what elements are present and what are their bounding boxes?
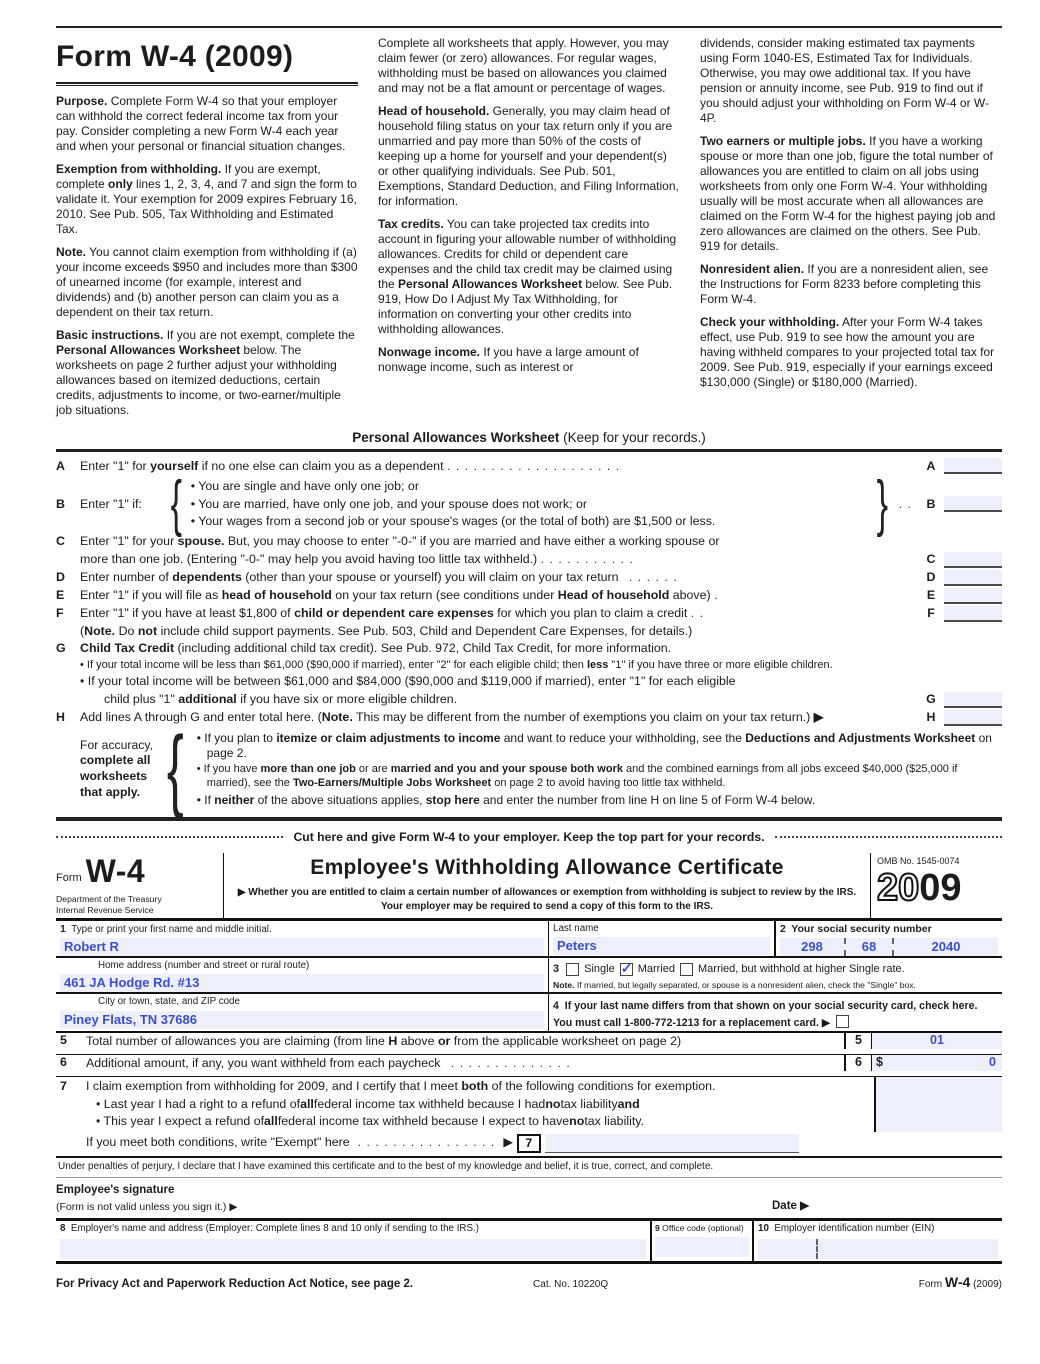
instructions-column-2: [378, 36, 680, 426]
city-line4-row: [56, 994, 1002, 1033]
line-g-letter-right: G: [926, 692, 936, 707]
last-name-field[interactable]: Peters: [553, 937, 770, 955]
line5-box-number: 5: [844, 1033, 872, 1049]
accuracy-bullet-1: • If you plan to itemize or claim adjustments to income and want to reduce your withholding, see the Deductions and Adjustments Worksheet on page 2.: [196, 731, 992, 761]
employer-name-field[interactable]: [60, 1239, 646, 1259]
line-d-leaders: . . . . . .: [628, 570, 678, 585]
cut-here-text: Cut here and give Form W-4 to your employer. Keep the top part for your records.: [293, 829, 765, 844]
footer-form-id: Form W-4 (2009): [918, 1273, 1002, 1290]
line-d-text: Enter number of dependents (other than your spouse or yourself) you will claim on your tax return . . . . . .: [80, 570, 678, 585]
line-f-text: Enter "1" if you have at least $1,800 of child or dependent care expenses for which you plan to claim a credit . .: [80, 606, 705, 621]
line-a-letter-right: A: [926, 458, 936, 473]
name-ssn-row: [56, 921, 1002, 958]
employer-name-cell: [56, 1221, 650, 1261]
line-b-letter: B: [56, 496, 65, 511]
instructions-section: [56, 36, 1002, 426]
arrow-icon: ▶: [800, 1200, 809, 1213]
line6-box-number: 6: [844, 1055, 872, 1071]
employer-name-label: Employer's name and address (Employer: Complete lines 8 and 10 only if sending to the IRS.): [70, 1222, 480, 1234]
line-d-letter-right: D: [926, 570, 936, 585]
line9-number: 9: [655, 1222, 660, 1233]
city-label: City or town, state, and ZIP code: [98, 996, 240, 1008]
single-checkbox[interactable]: [566, 963, 579, 976]
line-a-text: Enter "1" for yourself if no one else can claim you as a dependent . . . . . . . . . . . . . . . . . . . .: [80, 458, 621, 473]
line3-number: 3: [553, 963, 560, 975]
ssn-cell: [774, 921, 1002, 956]
note-paragraph: Note. You cannot claim exemption from withholding if (a) your income exceeds $950 and includes more than $300 of unearned income (for example, interest and dividends) and (b) another person can claim you as a dependent on their tax return.: [56, 244, 358, 319]
basic-instructions-paragraph: Basic instructions. If you are not exempt, complete the Personal Allowances Worksheet below. The worksheets on page 2 further adjust your withholding allowances based on itemized deductions, certain credits, adjustments to income, or two-earner/multiple job situations.: [56, 327, 355, 417]
line-f-note: (Note. Do not include child support payments. See Pub. 503, Child and Dependent Care Expenses, for details.): [80, 623, 693, 638]
nonresident-alien-paragraph: Nonresident alien. If you are a nonresident alien, see the Instructions for Form 8233 before completing this Form W-4.: [700, 262, 989, 306]
exemption-paragraph: Exemption from withholding. If you are exempt, complete only lines 1, 2, 3, 4, and 7 and sign the form to validate it. Your exemption for 2009 expires February 16, 2010. See Pub. 505, Tax Withholding and Estimated Tax.: [56, 161, 357, 236]
home-address-label: Home address (number and street or rural route): [98, 960, 310, 971]
entry-box-h[interactable]: [944, 710, 1002, 726]
line-b-bullet-2: • You are married, have only one job, and your spouse does not work; or: [190, 496, 587, 511]
line7-shaded-column: [874, 1077, 1002, 1132]
line-e-text: Enter "1" if you will file as head of household on your tax return (see conditions under Head of household above) .: [80, 588, 719, 603]
privacy-notice: For Privacy Act and Paperwork Reduction Act Notice, see page 2.: [56, 1277, 414, 1290]
entry-box-g[interactable]: [944, 692, 1002, 708]
line-e-leaders: .: [714, 588, 719, 603]
home-address-field[interactable]: 461 JA Hodge Rd. #13: [60, 974, 544, 992]
ein-cell: [752, 1221, 1002, 1261]
line-b-bullet-3: • Your wages from a second job or your spouse's wages (or the total of both) are $1,500 or less.: [190, 514, 716, 529]
department-label: Department of the Treasury Internal Revenue Service: [56, 893, 162, 915]
entry-box-f[interactable]: [944, 606, 1002, 622]
head-of-household-paragraph: Head of household. Generally, you may claim head of household filing status on your tax return only if you are unmarried and pay more than 50% of the costs of keeping up a home for yourself and your dependent(s) or other qualifying individuals. See Pub. 501, Exemptions, Standard Deduction, and Filing Information, for information.: [378, 104, 679, 208]
ein-field[interactable]: [758, 1239, 998, 1259]
line-g-bullet-2b: child plus "1" additional if you have six or more eligible children.: [104, 692, 458, 707]
last-name-label: Last name: [553, 922, 599, 934]
worksheet-line-g-bullet-2b: [56, 692, 1002, 708]
line-f-letter: F: [56, 606, 64, 621]
allowances-field[interactable]: 01: [872, 1033, 1002, 1049]
certificate-header: [56, 853, 1002, 921]
line5-box: [844, 1033, 1002, 1049]
worksheet-line-g-bullet-1: [56, 659, 1002, 673]
accuracy-bullet-2: • If you have more than one job or are married and you and your spouse both work and the combined earnings from all jobs exceed $40,000 ($25,000 if married), see the Two-Earners/Multiple Jobs Worksheet on page 2 to avoid having too little tax withheld.: [196, 763, 958, 789]
line-h-text: Add lines A through G and enter total here. (Note. This may be different from the number of exemptions you claim on your tax return.) ▶: [80, 710, 824, 725]
line-d-letter: D: [56, 570, 65, 585]
married-checkbox[interactable]: [620, 960, 633, 977]
worksheets-paragraph: Complete all worksheets that apply. However, you may claim fewer (or zero) allowances. For regular wages, withholding must be based on allowances you claimed and may not be a flat amount or percentage of wages.: [378, 36, 669, 95]
worksheet-line-g-bullet-2a: [56, 674, 1002, 690]
line-c-leaders: . . . . . . . . . . .: [540, 552, 634, 567]
line-h-letter-right: H: [926, 710, 936, 725]
worksheet-line-a: [56, 458, 1002, 474]
line3-note: Note. If married, but legally separated, or spouse is a nonresident alien, check the "Single" box.: [553, 979, 916, 990]
first-name-label: Type or print your first name and middle initial.: [71, 923, 272, 935]
date-label: Date ▶: [772, 1200, 809, 1213]
instructions-column-1: [56, 36, 358, 426]
exempt-text: If you meet both conditions, write "Exempt" here: [86, 1135, 350, 1150]
two-earners-paragraph: Two earners or multiple jobs. If you have a working spouse or more than one job, figure the total number of allowances you are entitled to claim on all jobs using worksheets from only one Form W-4. Your withholding usually will be most accurate when all allowances are claimed on the Form W-4 for the highest paying job and zero allowances are claimed on the others. See Pub. 919 for details.: [700, 134, 996, 253]
entry-box-d[interactable]: [944, 570, 1002, 586]
signature-note: (Form is not valid unless you sign it.) ▶: [56, 1200, 238, 1213]
line8-number: 8: [60, 1222, 66, 1234]
instructions-column-3: [700, 36, 1002, 426]
ssn-label: Your social security number: [791, 922, 932, 935]
accuracy-bullets: [191, 729, 1002, 810]
worksheet-title: Personal Allowances Worksheet: [352, 429, 560, 445]
line-b-intro: Enter "1" if:: [80, 496, 142, 511]
worksheet-line-c2: [56, 552, 1002, 568]
worksheet-line-f: [56, 606, 1002, 622]
cut-dots-left: [56, 836, 283, 838]
line-b-letter-right: B: [926, 496, 936, 511]
form-word: Form: [56, 872, 82, 885]
line7-box-number: 7: [517, 1134, 541, 1153]
line-f-letter-right: F: [927, 606, 935, 621]
nonwage-income-paragraph: Nonwage income. If you have a large amount of nonwage income, such as interest or: [378, 345, 639, 374]
additional-amount-field[interactable]: $ 0: [872, 1055, 1002, 1071]
marital-status-cell: [548, 958, 1002, 992]
ssn-fields: [780, 938, 998, 956]
cut-dots-right: [775, 836, 1002, 838]
exempt-field[interactable]: [545, 1134, 799, 1153]
signature-labels: [56, 1183, 772, 1214]
form-number: W-4: [85, 852, 146, 889]
accuracy-brace: {: [166, 717, 184, 820]
line5-row: [56, 1033, 1002, 1055]
office-code-cell: [650, 1221, 752, 1261]
perjury-statement: Under penalties of perjury, I declare that I have examined this certificate and to the best of my knowledge and belief, it is true, correct, and complete.: [56, 1158, 1002, 1179]
line-g-letter: G: [56, 641, 66, 656]
certificate-subtitle: ▶ Whether you are entitled to claim a certain number of allowances or exemption from withholding is subject to review by the IRS. Your employer may be required to send a copy of this form to the IRS.: [237, 887, 857, 912]
worksheet-line-g: [56, 641, 1002, 657]
line-c-letter: C: [56, 534, 65, 549]
worksheet-heading: [56, 430, 1002, 447]
line4-text: 4 If your last name differs from that shown on your social security card, check here. You must call 1-800-772-1213 for a replacement card. ▶: [553, 1000, 978, 1029]
arrow-icon: ▶: [503, 1135, 513, 1150]
line7-bullet-2: • This year I expect a refund of all federal income tax withheld because I expect to have no tax liability.: [96, 1114, 644, 1129]
worksheet-line-f-note: [56, 624, 1002, 640]
tax-credits-paragraph: Tax credits. You can take projected tax credits into account in figuring your allowable number of withholding allowances. Credits for child or dependent care expenses and the child tax credit may be claimed using the Personal Allowances Worksheet below. See Pub. 919, How Do I Adjust My Tax Withholding, for information on converting your other credits into withholding allowances.: [378, 217, 677, 336]
line6-box: [844, 1055, 1002, 1071]
exempt-leaders: . . . . . . . . . . . . . . . .: [357, 1135, 496, 1150]
last-name-cell: [548, 921, 774, 956]
employee-signature-label: Employee's signature: [56, 1184, 175, 1197]
first-name-field[interactable]: Robert R: [60, 938, 544, 956]
line-h-letter: H: [56, 710, 65, 725]
arrow-icon: ▶: [229, 1200, 238, 1213]
dividends-paragraph: dividends, consider making estimated tax payments using Form 1040-ES, Estimated Tax for Individuals. Otherwise, you may owe additional tax. If you have pension or annuity income, see Pub. 919 to find out if you should adjust your withholding on Form W-4 or W-4P.: [700, 36, 990, 125]
exempt-row: [56, 1134, 1002, 1158]
line-a-letter: A: [56, 458, 65, 473]
employer-row: [56, 1221, 1002, 1264]
entry-box-b[interactable]: [944, 496, 1002, 512]
line10-number: 10: [758, 1222, 769, 1234]
worksheet-line-b: [56, 469, 1002, 539]
form-identity-block: [56, 853, 224, 918]
line-f-leaders: . .: [690, 606, 705, 621]
line6-leaders: . . . . . . . . . . . . . .: [450, 1056, 571, 1071]
signature-block: [56, 1178, 1002, 1221]
line-g-bullet-1: • If your total income will be less than $61,000 ($90,000 if married), enter "2" for each eligible child; then less "1" if you have three or more eligible children.: [80, 658, 833, 671]
line2-number: 2: [780, 922, 786, 935]
line7-main: 7 I claim exemption from withholding for 2009, and I certify that I meet both of the following conditions for exemption.: [56, 1079, 874, 1095]
worksheet-line-c1: [56, 534, 1002, 550]
page-title: Form W-4 (2009): [56, 40, 294, 73]
line-c-letter-right: C: [926, 552, 936, 567]
office-code-label: Office code (optional): [662, 1222, 744, 1233]
ssn-field-group[interactable]: 68: [844, 938, 894, 956]
certificate-title: Employee's Withholding Allowance Certificate: [310, 855, 784, 879]
office-code-field[interactable]: [655, 1237, 749, 1257]
home-address-cell: [56, 958, 548, 992]
city-cell: [56, 994, 548, 1031]
ein-label: Employer identification number (EIN): [774, 1222, 935, 1234]
line5-text: Total number of allowances you are claiming (from line H above or from the applicable worksheet on page 2): [86, 1034, 682, 1049]
line7-bullet-1: • Last year I had a right to a refund of all federal income tax withheld because I had no tax liability and: [96, 1096, 640, 1111]
accuracy-bullet-3: • If neither of the above situations applies, stop here and enter the number from line H on line 5 of Form W-4 below.: [196, 792, 816, 807]
marital-status-options: [553, 960, 998, 977]
worksheet-rule: [56, 449, 1002, 452]
arrow-icon: ▶: [237, 887, 246, 899]
line-e-letter-right: E: [926, 588, 936, 603]
worksheet-subtitle: (Keep for your records.): [563, 429, 706, 445]
worksheet-line-e: [56, 588, 1002, 604]
page-footer: [56, 1274, 1002, 1292]
dollar-sign: $: [876, 1055, 883, 1070]
line-a-leaders: . . . . . . . . . . . . . . . . . . . .: [446, 458, 621, 473]
title-rule: [56, 82, 358, 86]
entry-box-a[interactable]: [944, 458, 1002, 474]
married-higher-rate-checkbox[interactable]: [680, 963, 693, 976]
line4-number: 4: [553, 1000, 559, 1013]
first-name-cell: [56, 921, 548, 956]
line-c-text-1: Enter "1" for your spouse. But, you may choose to enter "-0-" if you are married and have either a working spouse or: [80, 534, 720, 549]
worksheet-line-h: [56, 710, 1002, 726]
line-g-head: Child Tax Credit (including additional child tax credit). See Pub. 972, Child Tax Credit, for more information.: [80, 641, 672, 656]
check-icon: ✓: [620, 960, 633, 977]
line-b-leaders: . .: [898, 496, 912, 511]
line7-text-block: [56, 1077, 874, 1132]
line-b-bullets: [187, 477, 872, 532]
city-field[interactable]: Piney Flats, TN 37686: [60, 1011, 544, 1029]
line-g-bullet-2a: • If your total income will be between $61,000 and $84,000 ($90,000 and $119,000 if married), enter "1" for each eligible: [80, 674, 736, 689]
single-label: Single: [584, 963, 615, 975]
married-higher-rate-label: Married, but withhold at higher Single rate.: [698, 963, 905, 975]
catalog-number: Cat. No. 10220Q: [533, 1278, 609, 1290]
line-b-bullet-1: • You are single and have only one job; or: [190, 479, 419, 494]
worksheet-bottom-rule: [56, 817, 1002, 821]
entry-box-e[interactable]: [944, 588, 1002, 604]
worksheet-line-d: [56, 570, 1002, 586]
check-withholding-paragraph: Check your withholding. After your Form W-4 takes effect, use Pub. 919 to see how the amount you are having withheld compares to your projected total tax for 2009. See Pub. 919, especially if your earnings exceed $130,000 (Single) or $180,000 (Married).: [700, 315, 995, 389]
line7-block: [56, 1077, 1002, 1132]
line6-number: 6: [60, 1055, 67, 1070]
married-label: Married: [637, 963, 675, 975]
line-e-letter: E: [56, 588, 65, 603]
ssn-field-area[interactable]: 298: [801, 938, 823, 954]
right-brace: }: [876, 469, 889, 539]
line6-row: [56, 1055, 1002, 1077]
top-rule: [56, 26, 1002, 28]
left-brace: {: [170, 469, 183, 539]
line-c-text-2: more than one job. (Entering "-0-" may help you avoid having too little tax withheld.) . . . . . . . . . . .: [80, 552, 634, 567]
omb-number: OMB No. 1545-0074: [877, 855, 960, 866]
ssn-field-serial[interactable]: 2040: [931, 938, 961, 954]
tax-year: 2009: [877, 867, 962, 910]
address-status-row: [56, 958, 1002, 994]
line5-number: 5: [60, 1033, 67, 1048]
omb-year-block: [870, 853, 1002, 918]
line1-number: 1: [60, 922, 66, 935]
line6-text: Additional amount, if any, you want withheld from each paycheck . . . . . . . . . . . . . .: [86, 1056, 571, 1071]
certificate-title-block: [224, 853, 870, 918]
arrow-icon: ▶: [821, 1016, 831, 1029]
purpose-paragraph: Purpose. Complete Form W-4 so that your employer can withhold the correct federal income tax from your pay. Consider completing a new Form W-4 each year and when your personal or financial situation changes.: [56, 93, 346, 153]
line7-number: 7: [60, 1079, 67, 1094]
cut-here-line: [56, 830, 1002, 845]
line4-cell: [548, 994, 1002, 1031]
accuracy-label: For accuracy, complete all worksheets that apply.: [80, 737, 153, 800]
line4-checkbox[interactable]: [836, 1015, 849, 1028]
entry-box-c[interactable]: [944, 552, 1002, 568]
